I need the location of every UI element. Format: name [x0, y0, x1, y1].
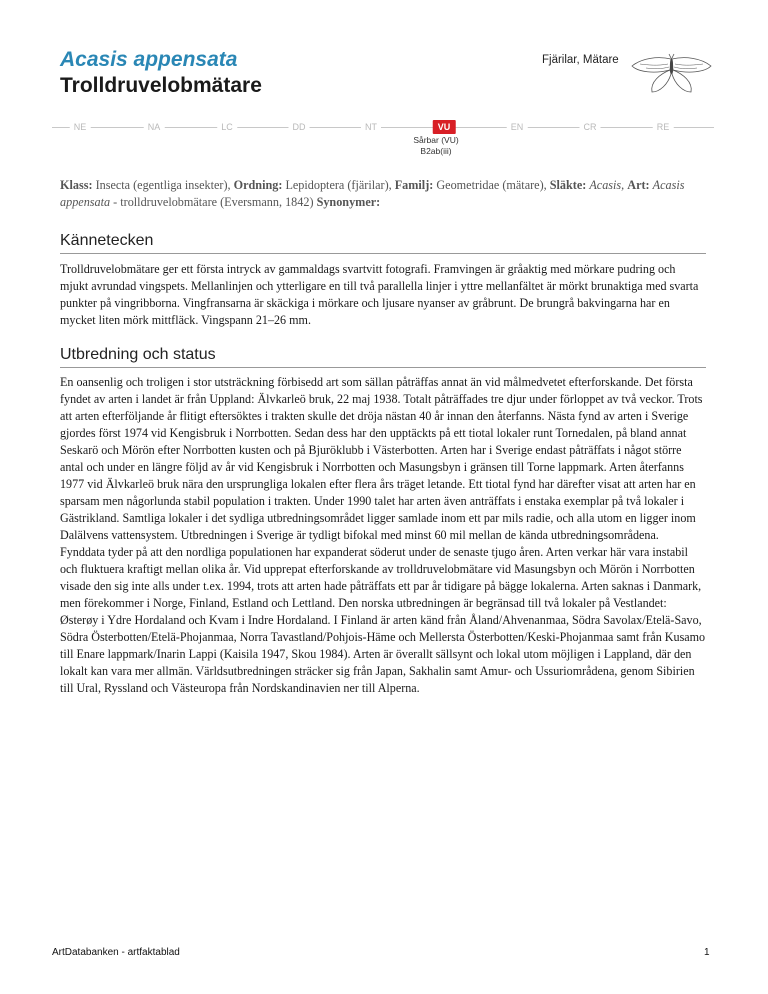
klass-value: Insecta (egentliga insekter), [95, 178, 231, 192]
slakte-label: Släkte: [549, 178, 587, 192]
art-value: Acasis appensata [60, 178, 685, 209]
category-re: RE [653, 120, 674, 134]
ordning-value: Lepidoptera (fjärilar), [285, 178, 392, 192]
footer-source: ArtDatabanken - artfaktablad [52, 947, 180, 958]
category-nt: NT [361, 120, 381, 134]
klass-label: Klass: [60, 178, 93, 192]
footer-page-number: 1 [704, 947, 710, 958]
redlist-status-name: Sårbar (VU) [413, 135, 459, 145]
section-title-utbredning: Utbredning och status [60, 346, 216, 363]
art-label: Art: [627, 178, 650, 192]
moth-illustration [628, 50, 714, 98]
category-lc: LC [217, 120, 237, 134]
kannetecken-text: Trolldruvelobmätare ger ett första intryck av gammaldags svartvitt fotografi. Framvingen är gråaktig med mörkare pudring och mjukt avrundad vingspets. Mellanlinjen och ytterligare en till två parallella linjer i yttre mellanfältet är mörkt brunaktiga med svarta punkter på vingribborna. Vingfransarna är skäckiga i mörkare och ljusare nyanser av gråbrunt. De brungrå bakvingarna har en mycket liten mörk mittfläck. Vingspann 21–26 mm. [60, 262, 699, 327]
redlist-criteria: B2ab(iii) [420, 146, 452, 156]
category-en: EN [507, 120, 528, 134]
species-latin-name: Acasis appensata [60, 48, 238, 71]
category-ne: NE [70, 120, 91, 134]
section-divider [60, 367, 706, 368]
familj-value: Geometridae (mätare), [436, 178, 547, 192]
category-cr: CR [580, 120, 601, 134]
familj-label: Familj: [394, 178, 434, 192]
ordning-label: Ordning: [233, 178, 283, 192]
utbredning-text: En oansenlig och troligen i stor utsträckning förbisedd art som sällan påträffas annat än vid målmedvetet efterforskande. Det första fyndet av arten i landet är från Uppland: Älvkarleö bruk, 22 maj 1938. Totalt påträffades tre djur under förloppet av två veckor. Trots att arten efterföljande år flitigt eftersöktes i trakten skulle det dröja nästan 40 år innan den återfanns. Nästa fynd av arten i Sverige gjordes först 1974 vid Kengisbruk i Norrbotten. Sedan dess har den upptäckts på ett tiotal lokaler runt Tornedalen, på bland annat Seskarö och Mörön efter Norrbotten kusten och på Bjuröklubb i Västerbotten. Arten har i Sverige endast påträffats i något större antal och under en längre följd av år vid Kengisbruk i Norrbotten och Masungsbyn i gränsen till Torne lappmark. Arten återfanns 1977 vid Älvkarleö bruk nära den ursprungliga lokalen efter flera års träget letande. Ett tiotal fynd har därefter visat att arten har en sparsam men någorlunda stabil population i trakten. Under 1990 talet har arten även anträffats i enstaka exemplar på två lokaler i Gästrikland. Samtliga lokaler i det sydliga utbredningsområdet ligger samlade inom ett par mils radie, och alla utom en ligger inom Dalälvens vattensystem. Utbredningen i Sverige är tydligt bifokal med minst 60 mil mellan de kända utbredningsområdena. Fynddata tyder på att den nordliga populationen har expanderat söderut under de senaste tjugo åren. Arten verkar här vara instabil och fluktuera kraftigt mellan olika år. Vid upprepat efterforskande av trolldruvelobmätare vid Masungsbyn och Mörön i Norrbotten visade den sig inte alls under t.ex. 1994, trots att arten hade påträffats ett par år tidigare på bägge lokalerna. Arten saknas i Danmark, men förekommer i Norge, Finland, Estland och Lettland. Den norska utbredningen är begränsad till två lokaler på Vestlandet: Østerøy i Ydre Hordaland och Kvam i Indre Hordaland. I Finland är arten känd från Åland/Ahvenanmaa, Södra Savolax/Etelä-Savo, Södra Österbotten/Etelä-Phojanmaa, Norra Tavastland/Pohjois-Häme och Mellersta Österbotten/Keski-Phojanmaa samt från Kusamo till Enare lappmark/Inarin Lappi (Kaisila 1947, Skou 1984). Arten är överallt sällsynt och lokal utom möjligen i Lappland, där den lokalt kan vara mer allmän. Världsutbredningen sträcker sig från Japan, Sakhalin samt Amur- och Ussuriområdena, genom Sibirien till Ural, Ryssland och Västeuropa från Nordskandinavien ner till Alperna. [60, 375, 706, 695]
taxonomy-line [60, 177, 710, 211]
category-na: NA [144, 120, 165, 134]
section-divider [60, 253, 706, 254]
section-title-kannetecken: Kännetecken [60, 232, 154, 249]
species-group-label: Fjärilar, Mätare [542, 54, 619, 66]
synonymer-label: Synonymer: [316, 195, 381, 209]
art-author: - trolldruvelobmätare (Eversmann, 1842) [113, 195, 314, 209]
slakte-value: Acasis, [589, 178, 625, 192]
species-swedish-name: Trolldruvelobmätare [60, 74, 262, 97]
redlist-category-scale [52, 120, 714, 134]
category-vu-active: VU [433, 120, 456, 134]
category-dd: DD [289, 120, 310, 134]
